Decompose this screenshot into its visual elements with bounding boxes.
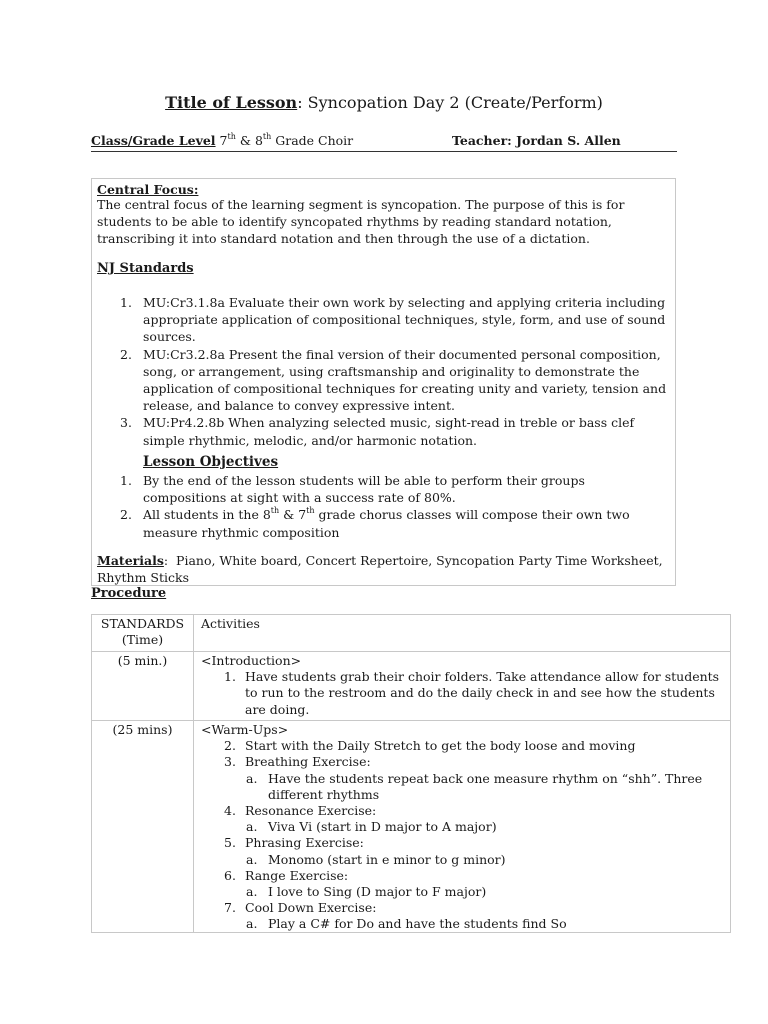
objective-grade-b: 7 [298,507,307,523]
activity-list [221,738,723,932]
nj-standards-list [115,294,670,449]
activity-text: Resonance Exercise: [245,803,377,819]
grade-b: 8 [254,133,263,148]
activity-text: Phrasing Exercise: [245,835,364,851]
sub-activity-text: Viva Vi (start in D major to A major) [268,819,497,835]
list-item [115,414,670,448]
sub-list [243,819,723,835]
time-cell: (25 mins) [92,721,194,932]
class-grade-line [91,133,677,152]
sub-activity-text: I love to Sing (D major to F major) [268,884,487,900]
section-title: <Introduction> [201,653,302,668]
central-focus-heading: Central Focus: [97,182,199,197]
list-item [115,346,670,415]
standard-text: MU:Pr4.2.8b When analyzing selected music, sight-read in treble or bass clef simple rhythmic, melodic, and/or harmonic notation. [143,415,635,448]
activity-text: Breathing Exercise: [245,754,371,770]
list-item [221,868,723,884]
grade-b-suffix: th [262,131,272,141]
list-number: 2. [120,346,132,362]
table-row [92,720,730,932]
lesson-objectives-list [115,472,670,541]
list-item [221,900,723,916]
sub-list [243,771,723,803]
objective-grade-a: 8 [262,507,271,523]
list-item [115,294,670,346]
objective-grade-b-suffix: th [306,506,315,516]
list-item [115,506,670,540]
standard-text: MU:Cr3.1.8a Evaluate their own work by selecting and applying criteria including appropriate application of compositional techniques, style, form, and use of sound sources. [143,295,666,345]
objective-amp: & [279,507,299,523]
activities-header: Activities [201,616,260,631]
sub-list-item [243,884,723,900]
standards-time-header: STANDARDS (Time) [92,615,194,651]
sub-list-letter: a. [246,916,258,932]
list-number: 4. [224,803,236,819]
list-number: 1. [224,669,236,685]
title-label: Title of Lesson [165,93,298,112]
table-row [92,651,730,720]
sub-list-letter: a. [246,819,258,835]
grade-a-suffix: th [227,131,236,141]
list-number: 7. [224,900,236,916]
activity-list [221,669,723,718]
objective-post: grade chorus classes will compose their own two measure rhythmic composition [143,507,634,540]
sub-list-item [243,819,723,835]
sub-list-letter: a. [246,770,258,786]
grade-rest: Grade Choir [271,133,354,148]
list-item [221,669,723,718]
sub-list-letter: a. [246,851,258,867]
objective-pre: All students in the [143,507,263,523]
activity-text: Have students grab their choir folders. Take attendance allow for students to run to the restroom and do the daily check in and see how the students are doing. [245,669,720,717]
materials-label: Materials [97,553,164,568]
sub-list [243,916,723,932]
sub-list-item [243,852,723,868]
activity-text: Start with the Daily Stretch to get the body loose and moving [245,738,636,754]
standard-text: MU:Cr3.2.8a Present the final version of their documented personal composition, song, or arrangement, using craftsmanship and originality to demonstrate the application of compositional techniques for creating unity and variety, tension and release, and balance to convey expressive intent. [143,346,667,414]
sub-activity-text: Play a C# for Do and have the students find So [268,916,567,932]
sub-list-item [243,916,723,932]
list-number: 2. [224,738,236,754]
procedure-heading: Procedure [91,586,167,601]
activity-text: Cool Down Exercise: [245,900,377,916]
list-item [221,738,723,754]
sub-list-item [243,771,723,803]
sub-list [243,884,723,900]
lesson-overview-box [91,178,676,586]
list-item [115,472,670,506]
time-cell: (5 min.) [92,652,194,720]
sub-activity-text: Have the students repeat back one measure rhythm on “shh”. Three different rhythms [268,770,703,802]
list-number: 2. [120,507,132,523]
lesson-objectives-heading: Lesson Objectives [143,454,279,470]
grade-amp: & [235,133,255,148]
nj-standards-heading: NJ Standards [97,261,194,276]
title-text: : Syncopation Day 2 (Create/Perform) [297,93,603,112]
activities-cell [194,721,730,932]
sub-list-letter: a. [246,884,258,900]
list-number: 1. [120,473,132,488]
list-item [221,754,723,770]
list-item [221,803,723,819]
class-grade-label: Class/Grade Level [91,133,216,148]
list-number: 3. [120,415,132,431]
list-number: 6. [224,867,236,883]
sub-list [243,852,723,868]
objective-text: By the end of the lesson students will be able to perform their groups compositions at sight with a success rate of 80%. [143,473,585,506]
teacher-name: Teacher: Jordan S. Allen [452,133,621,148]
grade-a: 7 [219,133,228,148]
list-number: 1. [120,295,132,310]
activity-text: Range Exercise: [245,867,349,883]
procedure-table [91,614,731,933]
sub-activity-text: Monomo (start in e minor to g minor) [268,851,506,867]
table-header-row [92,615,730,651]
list-number: 3. [224,754,236,770]
lesson-title [0,93,768,112]
materials-line [97,552,672,586]
objective-grade-a-suffix: th [270,506,280,516]
activities-cell [194,652,730,720]
list-item [221,835,723,851]
central-focus-text: The central focus of the learning segment is syncopation. The purpose of this is for students to be able to identify syncopated rhythms by reading standard notation, transcribing it into standard notation and then through the use of a dictation. [97,197,625,247]
list-number: 5. [224,835,236,851]
section-title: <Warm-Ups> [201,722,289,737]
materials-text: : Piano, White board, Concert Repertoire, Syncopation Party Time Worksheet, Rhythm Sticks [97,553,667,586]
